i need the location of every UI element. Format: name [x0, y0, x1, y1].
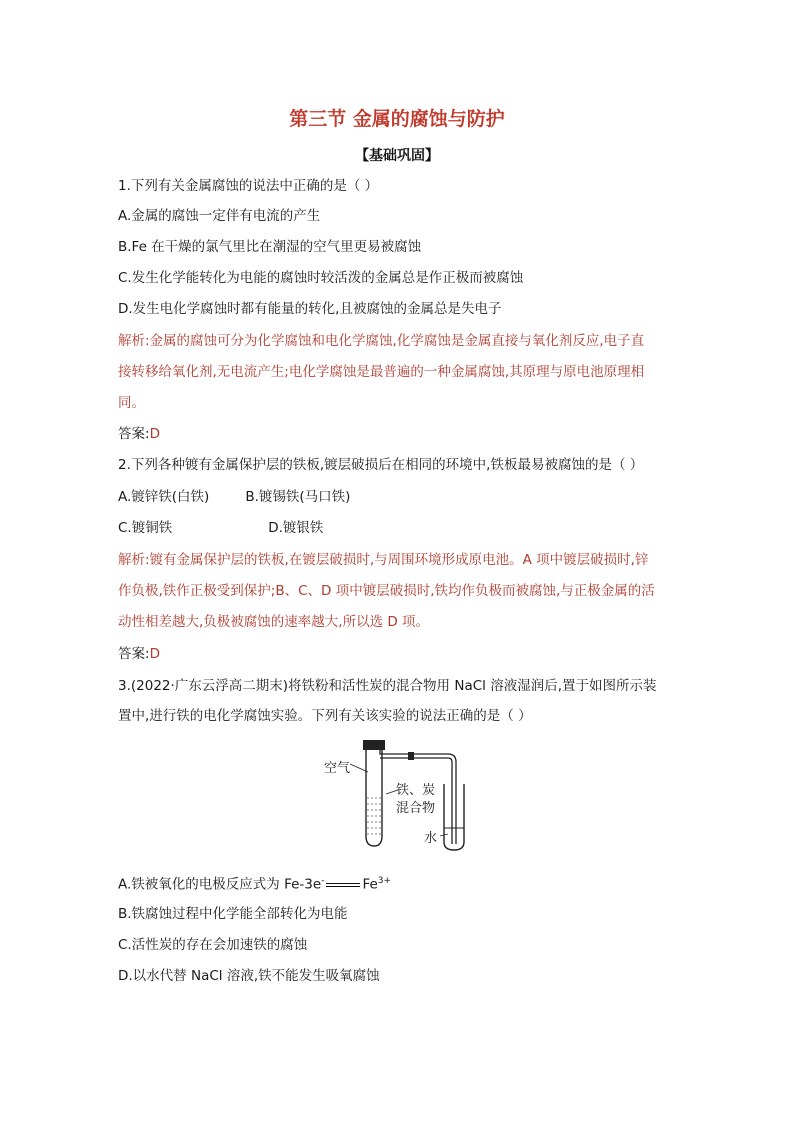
tube-connector	[408, 752, 414, 760]
corrosion-apparatus-diagram	[320, 736, 490, 852]
label-iron-carbon: 铁、炭	[396, 783, 436, 798]
question-2-options-row-1	[118, 487, 350, 507]
question-2-option-b: B.镀锡铁(马口铁)	[245, 489, 351, 505]
equals-sign	[326, 883, 360, 887]
question-2-option-a: A.镀锌铁(白铁)	[118, 489, 210, 505]
question-1-analysis-line: 接转移给氧化剂,无电流产生;电化学腐蚀是最普遍的一种金属腐蚀,其原理与原电池原理相	[118, 364, 645, 380]
right-test-tube	[444, 784, 464, 850]
rubber-stopper	[363, 740, 385, 750]
question-1-analysis-line: 同。	[118, 395, 145, 411]
question-1-option-b: B.Fe 在干燥的氯气里比在潮湿的空气里更易被腐蚀	[118, 239, 422, 255]
section-heading: 【基础巩固】	[355, 148, 439, 164]
question-3-option-a: A.铁被氧化的电极反应式为 Fe-3e- $Fe^{3+}$	[118, 876, 392, 893]
answer-label: 答案:	[118, 426, 150, 442]
question-1-answer	[118, 424, 160, 444]
question-2-answer	[118, 644, 160, 664]
label-water: 水	[424, 831, 438, 846]
question-1-analysis-line: 解析:金属的腐蚀可分为化学腐蚀和电化学腐蚀,化学腐蚀是金属直接与氧化剂反应,电子直	[118, 333, 645, 349]
question-2-option-c: C.镀铜铁	[118, 520, 173, 536]
answer-label: 答案:	[118, 646, 150, 662]
question-3-stem-line: 置中,进行铁的电化学腐蚀实验。下列有关该实验的说法正确的是（ ）	[118, 708, 532, 724]
question-2-options-row-2	[118, 518, 323, 538]
label-air: 空气	[324, 761, 351, 776]
iron-carbon-mixture	[367, 798, 381, 834]
question-3-option-b: B.铁腐蚀过程中化学能全部转化为电能	[118, 906, 348, 922]
question-1-stem: 1.下列有关金属腐蚀的说法中正确的是（ ）	[118, 178, 379, 194]
page-title: 第三节 金属的腐蚀与防护	[289, 108, 505, 130]
question-2-analysis-line: 动性相差越大,负极被腐蚀的速率越大,所以选 D 项。	[118, 614, 430, 630]
question-3-option-c: C.活性炭的存在会加速铁的腐蚀	[118, 937, 308, 953]
question-2-analysis-line: 作负极,铁作正极受到保护;B、C、D 项中镀层破损时,铁均作负极而被腐蚀,与正极金属的活	[118, 583, 655, 599]
question-1-option-d: D.发生电化学腐蚀时都有能量的转化,且被腐蚀的金属总是失电子	[118, 301, 502, 317]
question-3-option-d: D.以水代替 NaCl 溶液,铁不能发生吸氧腐蚀	[118, 968, 380, 984]
answer-value: D	[149, 646, 160, 662]
question-3-stem-line: 3.(2022·广东云浮高二期末)将铁粉和活性炭的混合物用 NaCl 溶液湿润后,置于如图所示装	[118, 678, 657, 694]
question-1-option-c: C.发生化学能转化为电能的腐蚀时较活泼的金属总是作正极而被腐蚀	[118, 270, 524, 286]
answer-value: D	[149, 426, 160, 442]
label-mixture: 混合物	[396, 801, 436, 816]
question-2-stem: 2.下列各种镀有金属保护层的铁板,镀层破损后在相同的环境中,铁板最易被腐蚀的是（ ）	[118, 457, 644, 473]
question-2-analysis-line: 解析:镀有金属保护层的铁板,在镀层破损时,与周围环境形成原电池。A 项中镀层破损时,锌	[118, 552, 649, 568]
question-2-option-d: D.镀银铁	[268, 520, 324, 536]
question-1-option-a: A.金属的腐蚀一定伴有电流的产生	[118, 208, 321, 224]
